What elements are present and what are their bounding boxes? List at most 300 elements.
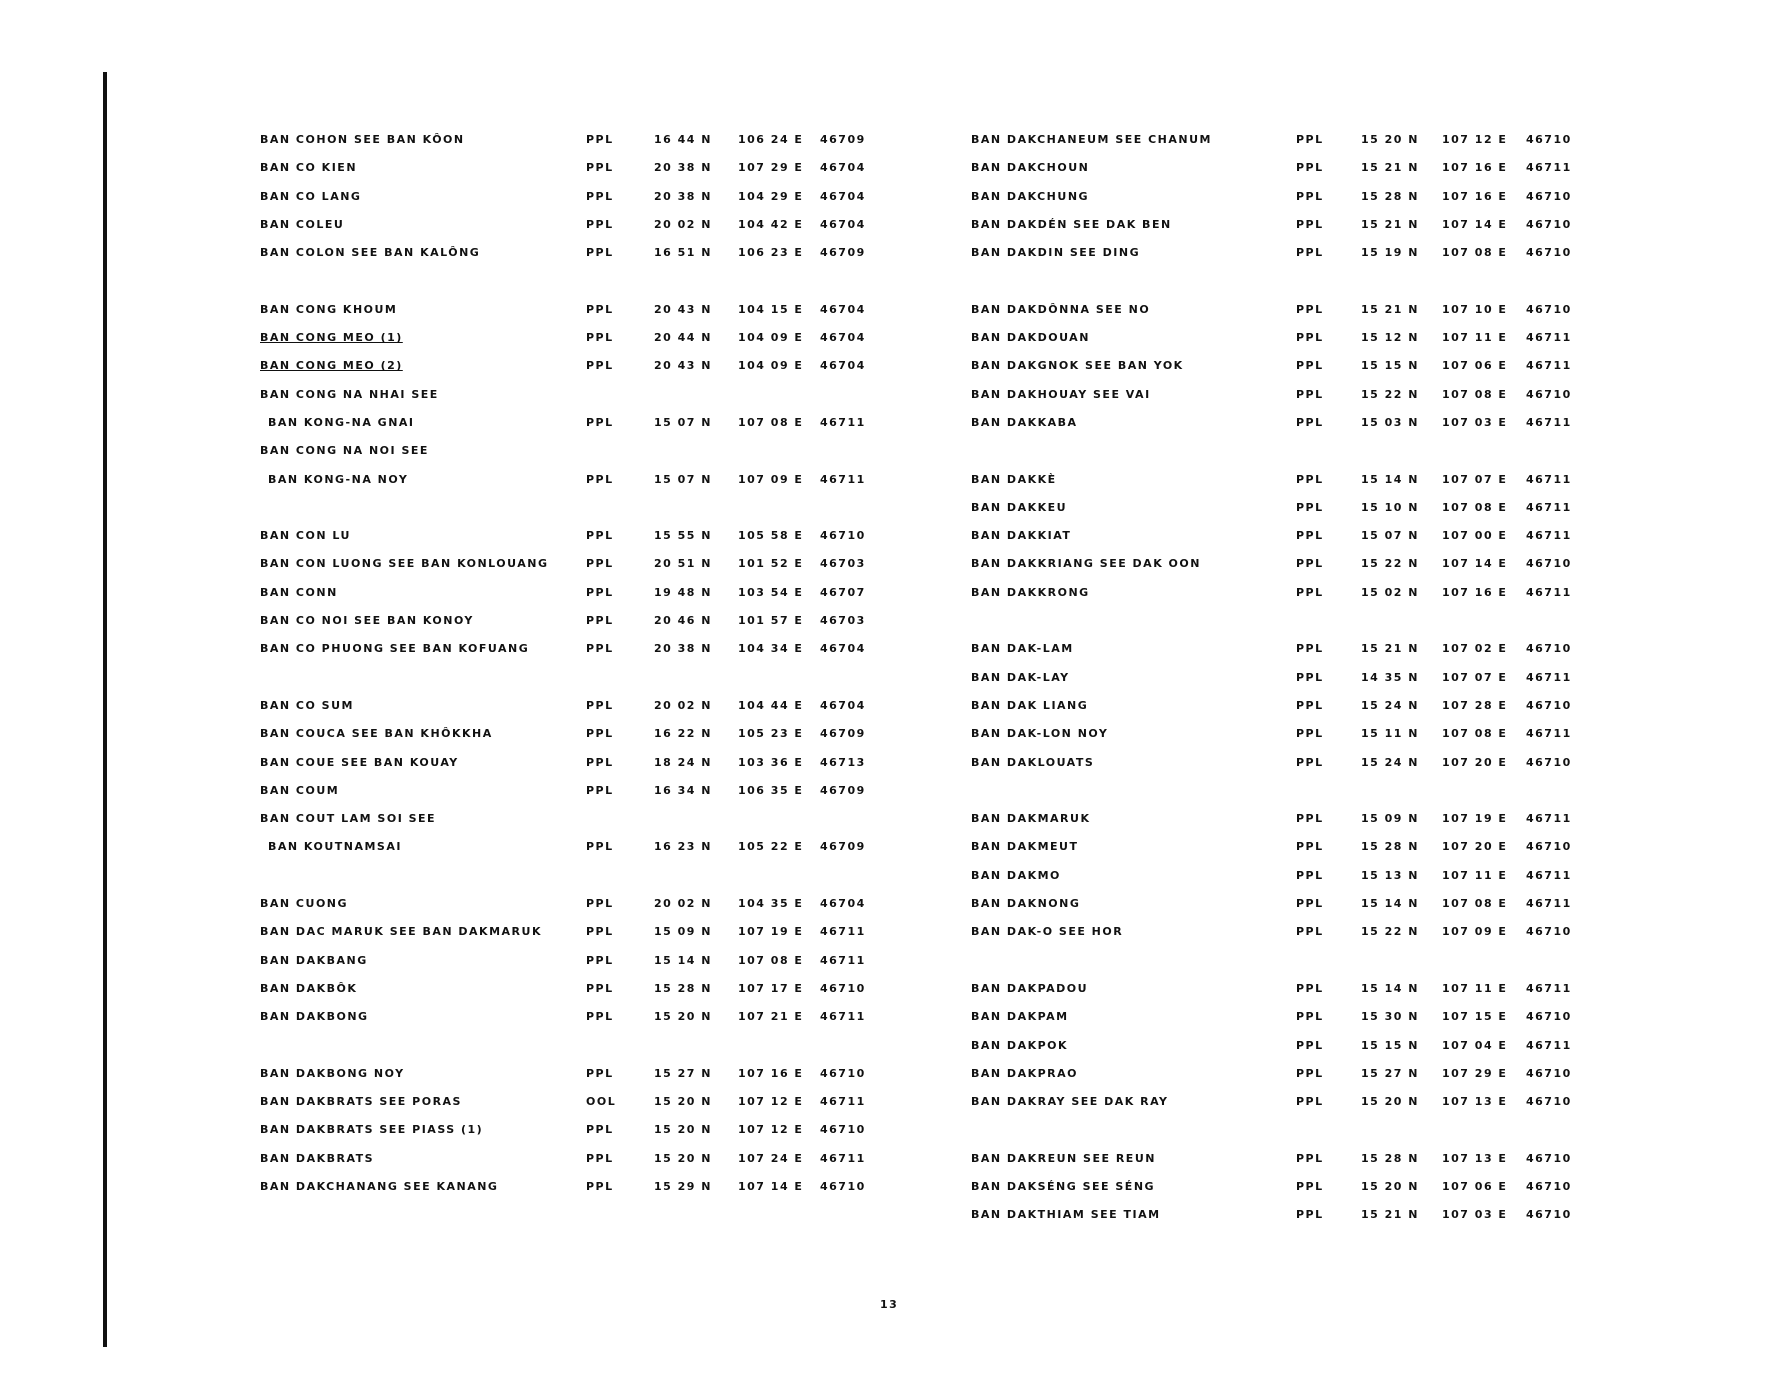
feature-designation: PPL [1296,557,1324,571]
place-name: BAN DAKDIN SEE DING [971,246,1141,260]
longitude: 104 34 E [738,642,804,656]
map-sheet-number: 46711 [1526,359,1572,373]
place-name: BAN DAKNONG [971,897,1081,911]
longitude: 107 13 E [1442,1151,1508,1165]
place-name: BAN DAK-LON NOY [971,727,1109,741]
place-name: BAN DAKBRATS SEE PIASS (1) [260,1123,484,1137]
map-sheet-number: 46710 [1526,1179,1572,1193]
place-name: BAN DAKCHANANG SEE KANANG [260,1179,499,1193]
map-sheet-number: 46707 [820,585,866,599]
map-sheet-number: 46711 [1526,897,1572,911]
feature-designation: PPL [1296,1010,1324,1024]
feature-designation: PPL [586,981,614,995]
latitude: 16 51 N [654,246,712,260]
map-sheet-number: 46711 [820,1010,866,1024]
feature-designation: PPL [586,840,614,854]
longitude: 107 14 E [738,1179,804,1193]
feature-designation: PPL [586,189,614,203]
latitude: 15 07 N [654,415,712,429]
feature-designation: PPL [1296,1208,1324,1222]
map-sheet-number: 46710 [1526,1095,1572,1109]
map-sheet-number: 46711 [820,1151,866,1165]
feature-designation: PPL [1296,727,1324,741]
map-sheet-number: 46710 [820,981,866,995]
place-name: BAN CONG MEO (1) [260,331,403,345]
map-sheet-number: 46710 [1526,557,1572,571]
place-name: BAN CO NOI SEE BAN KONOY [260,614,474,628]
longitude: 107 09 E [738,472,804,486]
latitude: 15 28 N [654,981,712,995]
latitude: 15 27 N [1361,1066,1419,1080]
place-name: BAN DAKMARUK [971,812,1091,826]
map-sheet-number: 46711 [1526,1038,1572,1052]
place-name: BAN CONN [260,585,338,599]
map-sheet-number: 46703 [820,614,866,628]
place-name: BAN DAKKRONG [971,585,1090,599]
feature-designation: PPL [1296,642,1324,656]
feature-designation: PPL [586,302,614,316]
place-name: BAN CO SUM [260,698,354,712]
latitude: 15 20 N [654,1010,712,1024]
place-name: BAN COUE SEE BAN KOUAY [260,755,459,769]
map-sheet-number: 46711 [1526,472,1572,486]
place-name: BAN KOUTNAMSAI [268,840,402,854]
latitude: 16 22 N [654,727,712,741]
place-name: BAN CON LUONG SEE BAN KONLOUANG [260,557,549,571]
latitude: 15 21 N [1361,642,1419,656]
latitude: 20 02 N [654,698,712,712]
map-sheet-number: 46711 [820,953,866,967]
map-sheet-number: 46711 [1526,812,1572,826]
longitude: 107 08 E [738,415,804,429]
longitude: 107 00 E [1442,529,1508,543]
feature-designation: PPL [586,246,614,260]
longitude: 107 24 E [738,1151,804,1165]
feature-designation: PPL [586,698,614,712]
map-sheet-number: 46704 [820,189,866,203]
map-sheet-number: 46709 [820,783,866,797]
latitude: 15 55 N [654,529,712,543]
map-sheet-number: 46710 [1526,1066,1572,1080]
longitude: 107 21 E [738,1010,804,1024]
map-sheet-number: 46711 [1526,331,1572,345]
map-sheet-number: 46710 [1526,840,1572,854]
feature-designation: PPL [1296,359,1324,373]
feature-designation: PPL [1296,670,1324,684]
longitude: 107 15 E [1442,1010,1508,1024]
feature-designation: PPL [586,642,614,656]
feature-designation: PPL [586,897,614,911]
place-name: BAN CO KIEN [260,161,358,175]
feature-designation: PPL [586,217,614,231]
latitude: 15 30 N [1361,1010,1419,1024]
latitude: 16 44 N [654,133,712,146]
place-name: BAN DAKMEUT [971,840,1079,854]
place-name: BAN DAKCHOUN [971,161,1090,175]
latitude: 15 24 N [1361,755,1419,769]
map-sheet-number: 46710 [1526,302,1572,316]
longitude: 105 22 E [738,840,804,854]
latitude: 15 11 N [1361,727,1419,741]
feature-designation: PPL [1296,1066,1324,1080]
map-sheet-number: 46710 [1526,642,1572,656]
map-sheet-number: 46710 [1526,1010,1572,1024]
longitude: 107 14 E [1442,557,1508,571]
longitude: 107 09 E [1442,925,1508,939]
longitude: 103 54 E [738,585,804,599]
latitude: 15 09 N [1361,812,1419,826]
place-name: BAN DAKMO [971,868,1061,882]
longitude: 107 06 E [1442,1179,1508,1193]
longitude: 104 35 E [738,897,804,911]
longitude: 104 09 E [738,331,804,345]
latitude: 15 29 N [654,1179,712,1193]
feature-designation: PPL [1296,217,1324,231]
map-sheet-number: 46711 [1526,868,1572,882]
longitude: 107 11 E [1442,331,1508,345]
longitude: 107 08 E [1442,897,1508,911]
place-name: BAN COLEU [260,217,345,231]
place-name: BAN COUT LAM SOI SEE [260,812,437,826]
latitude: 15 28 N [1361,189,1419,203]
latitude: 15 28 N [1361,1151,1419,1165]
latitude: 15 07 N [654,472,712,486]
latitude: 15 14 N [1361,897,1419,911]
feature-designation: PPL [1296,133,1324,146]
feature-designation: PPL [1296,302,1324,316]
feature-designation: PPL [586,727,614,741]
feature-designation: PPL [1296,981,1324,995]
feature-designation: PPL [1296,698,1324,712]
feature-designation: PPL [1296,812,1324,826]
feature-designation: PPL [586,585,614,599]
latitude: 20 43 N [654,359,712,373]
place-name: BAN CON LU [260,529,351,543]
map-sheet-number: 46704 [820,217,866,231]
latitude: 18 24 N [654,755,712,769]
feature-designation: PPL [586,1066,614,1080]
longitude: 106 23 E [738,246,804,260]
latitude: 15 14 N [654,953,712,967]
place-name: BAN DAKHOUAY SEE VAI [971,387,1151,401]
latitude: 15 22 N [1361,387,1419,401]
place-name: BAN COUCA SEE BAN KHÔKKHA [260,727,493,741]
latitude: 15 20 N [1361,1179,1419,1193]
place-name: BAN DAKBONG [260,1010,369,1024]
place-name: BAN DAKBÔK [260,981,358,995]
place-name: BAN DAK-O SEE HOR [971,925,1124,939]
longitude: 107 12 E [738,1123,804,1137]
place-name: BAN DAKCHUNG [971,189,1090,203]
latitude: 15 20 N [654,1123,712,1137]
latitude: 15 21 N [1361,217,1419,231]
feature-designation: PPL [586,783,614,797]
place-name: BAN CUONG [260,897,349,911]
map-sheet-number: 46710 [1526,246,1572,260]
map-sheet-number: 46711 [820,925,866,939]
map-sheet-number: 46709 [820,727,866,741]
latitude: 15 22 N [1361,557,1419,571]
place-name: BAN CONG MEO (2) [260,359,403,373]
latitude: 20 46 N [654,614,712,628]
latitude: 15 13 N [1361,868,1419,882]
place-name: BAN DAKGNOK SEE BAN YOK [971,359,1184,373]
feature-designation: PPL [1296,1095,1324,1109]
place-name: BAN DAKLOUATS [971,755,1095,769]
feature-designation: PPL [586,1151,614,1165]
longitude: 107 07 E [1442,472,1508,486]
place-name: BAN DAKBRATS SEE PORAS [260,1095,462,1109]
place-name: BAN DAKBONG NOY [260,1066,405,1080]
place-name: BAN DAK-LAY [971,670,1070,684]
longitude: 101 52 E [738,557,804,571]
place-name: BAN CO LANG [260,189,362,203]
feature-designation: PPL [586,755,614,769]
map-sheet-number: 46711 [1526,415,1572,429]
place-name: BAN DAKPAM [971,1010,1069,1024]
latitude: 15 07 N [1361,529,1419,543]
place-name: BAN DAKKABA [971,415,1078,429]
feature-designation: PPL [586,1179,614,1193]
latitude: 15 24 N [1361,698,1419,712]
latitude: 20 38 N [654,642,712,656]
feature-designation: PPL [586,161,614,175]
map-sheet-number: 46711 [820,472,866,486]
feature-designation: PPL [1296,925,1324,939]
longitude: 107 20 E [1442,755,1508,769]
feature-designation: PPL [586,1123,614,1137]
place-name: BAN DAKPRAO [971,1066,1078,1080]
latitude: 15 21 N [1361,302,1419,316]
latitude: 20 02 N [654,217,712,231]
latitude: 20 02 N [654,897,712,911]
map-sheet-number: 46703 [820,557,866,571]
place-name: BAN COHON SEE BAN KÔON [260,133,465,146]
latitude: 15 10 N [1361,500,1419,514]
latitude: 15 20 N [1361,1095,1419,1109]
place-name: BAN DAKDÔNNA SEE NO [971,302,1151,316]
place-name: BAN KONG-NA NOY [268,472,409,486]
place-name: BAN CO PHUONG SEE BAN KOFUANG [260,642,530,656]
place-name: BAN CONG KHOUM [260,302,398,316]
map-sheet-number: 46709 [820,246,866,260]
place-name: BAN DAKPOK [971,1038,1069,1052]
longitude: 107 29 E [1442,1066,1508,1080]
longitude: 104 09 E [738,359,804,373]
place-name: BAN DAKKÈ [971,472,1057,486]
longitude: 107 19 E [1442,812,1508,826]
feature-designation: PPL [586,557,614,571]
feature-designation: OOL [586,1095,617,1109]
map-sheet-number: 46704 [820,897,866,911]
longitude: 107 10 E [1442,302,1508,316]
feature-designation: PPL [1296,472,1324,486]
latitude: 15 15 N [1361,1038,1419,1052]
latitude: 15 22 N [1361,925,1419,939]
feature-designation: PPL [1296,897,1324,911]
map-sheet-number: 46710 [1526,1208,1572,1222]
longitude: 105 23 E [738,727,804,741]
longitude: 107 07 E [1442,670,1508,684]
longitude: 107 12 E [1442,133,1508,146]
latitude: 15 14 N [1361,472,1419,486]
map-sheet-number: 46709 [820,133,866,146]
map-sheet-number: 46710 [820,1066,866,1080]
feature-designation: PPL [1296,189,1324,203]
longitude: 107 16 E [1442,189,1508,203]
feature-designation: PPL [586,415,614,429]
place-name: BAN DAKDÉN SEE DAK BEN [971,217,1172,231]
map-sheet-number: 46711 [820,415,866,429]
map-sheet-number: 46704 [820,302,866,316]
latitude: 14 35 N [1361,670,1419,684]
place-name: BAN CONG NA NHAI SEE [260,387,439,401]
longitude: 107 11 E [1442,981,1508,995]
place-name: BAN DAKTHIAM SEE TIAM [971,1208,1161,1222]
map-sheet-number: 46710 [1526,217,1572,231]
latitude: 15 27 N [654,1066,712,1080]
binding-edge-line [103,72,107,1347]
map-sheet-number: 46704 [820,698,866,712]
feature-designation: PPL [586,359,614,373]
feature-designation: PPL [1296,500,1324,514]
feature-designation: PPL [586,614,614,628]
map-sheet-number: 46710 [1526,755,1572,769]
latitude: 15 12 N [1361,331,1419,345]
map-sheet-number: 46711 [1526,500,1572,514]
map-sheet-number: 46711 [820,1095,866,1109]
longitude: 104 29 E [738,189,804,203]
place-name: BAN DAKDOUAN [971,331,1090,345]
place-name: BAN COLON SEE BAN KALÔNG [260,246,481,260]
longitude: 107 17 E [738,981,804,995]
latitude: 15 20 N [654,1095,712,1109]
feature-designation: PPL [586,1010,614,1024]
feature-designation: PPL [586,331,614,345]
map-sheet-number: 46711 [1526,585,1572,599]
latitude: 15 15 N [1361,359,1419,373]
latitude: 15 20 N [1361,133,1419,146]
longitude: 106 35 E [738,783,804,797]
feature-designation: PPL [1296,840,1324,854]
longitude: 107 04 E [1442,1038,1508,1052]
place-name: BAN DAKREUN SEE REUN [971,1151,1156,1165]
feature-designation: PPL [586,953,614,967]
feature-designation: PPL [1296,529,1324,543]
feature-designation: PPL [1296,415,1324,429]
map-sheet-number: 46710 [1526,189,1572,203]
place-name: BAN DAKKRIANG SEE DAK OON [971,557,1201,571]
place-name: BAN CONG NA NOI SEE [260,444,429,458]
latitude: 15 28 N [1361,840,1419,854]
longitude: 107 16 E [1442,161,1508,175]
longitude: 107 06 E [1442,359,1508,373]
latitude: 15 21 N [1361,161,1419,175]
map-sheet-number: 46709 [820,840,866,854]
map-sheet-number: 46710 [820,1179,866,1193]
place-name: BAN DAKBANG [260,953,368,967]
latitude: 15 14 N [1361,981,1419,995]
longitude: 107 08 E [1442,246,1508,260]
place-name: BAN DAKKEU [971,500,1068,514]
longitude: 104 15 E [738,302,804,316]
longitude: 107 08 E [1442,500,1508,514]
latitude: 15 09 N [654,925,712,939]
map-sheet-number: 46711 [1526,670,1572,684]
map-sheet-number: 46710 [1526,698,1572,712]
feature-designation: PPL [1296,868,1324,882]
longitude: 107 12 E [738,1095,804,1109]
latitude: 20 38 N [654,161,712,175]
longitude: 107 08 E [1442,387,1508,401]
longitude: 107 08 E [1442,727,1508,741]
latitude: 15 20 N [654,1151,712,1165]
latitude: 20 44 N [654,331,712,345]
map-sheet-number: 46710 [820,1123,866,1137]
longitude: 106 24 E [738,133,804,146]
map-sheet-number: 46704 [820,161,866,175]
longitude: 107 29 E [738,161,804,175]
latitude: 16 34 N [654,783,712,797]
longitude: 101 57 E [738,614,804,628]
map-sheet-number: 46710 [1526,1151,1572,1165]
longitude: 107 16 E [1442,585,1508,599]
place-name: BAN DAKSÉNG SEE SÉNG [971,1179,1156,1193]
feature-designation: PPL [586,925,614,939]
feature-designation: PPL [1296,1151,1324,1165]
longitude: 107 08 E [738,953,804,967]
map-sheet-number: 46710 [820,529,866,543]
feature-designation: PPL [1296,585,1324,599]
place-name: BAN DAKRAY SEE DAK RAY [971,1095,1169,1109]
place-name: BAN DAKKIAT [971,529,1072,543]
place-name: BAN KONG-NA GNAI [268,415,415,429]
longitude: 105 58 E [738,529,804,543]
map-sheet-number: 46704 [820,331,866,345]
longitude: 107 28 E [1442,698,1508,712]
map-sheet-number: 46710 [1526,133,1572,146]
latitude: 20 43 N [654,302,712,316]
longitude: 107 13 E [1442,1095,1508,1109]
latitude: 15 21 N [1361,1208,1419,1222]
latitude: 20 51 N [654,557,712,571]
feature-designation: PPL [586,133,614,146]
longitude: 107 02 E [1442,642,1508,656]
longitude: 107 03 E [1442,1208,1508,1222]
longitude: 103 36 E [738,755,804,769]
feature-designation: PPL [1296,1038,1324,1052]
feature-designation: PPL [1296,387,1324,401]
map-sheet-number: 46710 [1526,387,1572,401]
feature-designation: PPL [1296,161,1324,175]
latitude: 15 19 N [1361,246,1419,260]
latitude: 15 03 N [1361,415,1419,429]
longitude: 107 03 E [1442,415,1508,429]
place-name: BAN DAKBRATS [260,1151,375,1165]
map-sheet-number: 46711 [1526,727,1572,741]
longitude: 107 11 E [1442,868,1508,882]
longitude: 107 20 E [1442,840,1508,854]
latitude: 16 23 N [654,840,712,854]
map-sheet-number: 46713 [820,755,866,769]
feature-designation: PPL [586,472,614,486]
map-sheet-number: 46704 [820,359,866,373]
longitude: 104 42 E [738,217,804,231]
feature-designation: PPL [586,529,614,543]
latitude: 19 48 N [654,585,712,599]
map-sheet-number: 46711 [1526,161,1572,175]
place-name: BAN DAKPADOU [971,981,1089,995]
